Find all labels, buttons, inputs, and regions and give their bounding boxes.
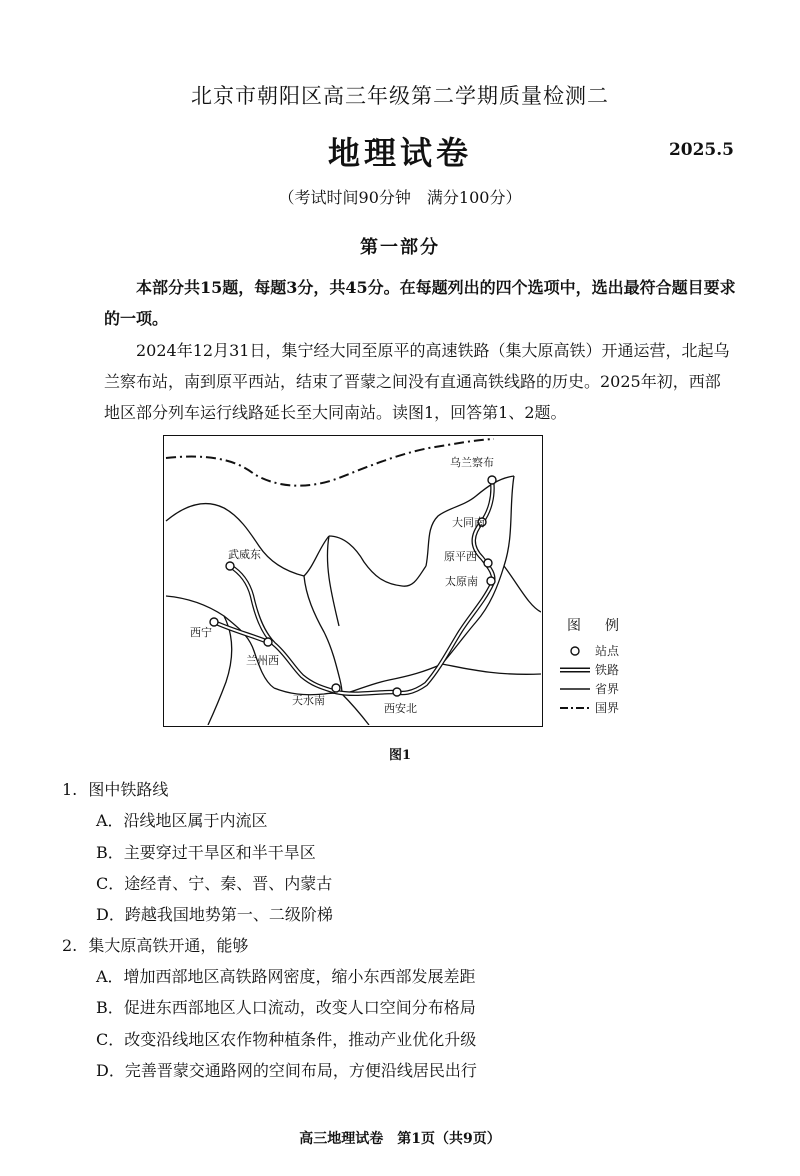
label-taiyuannan: 太原南 [445, 575, 478, 588]
station-lanzhouxi [264, 638, 272, 646]
question-stem: 集大原高铁开通，能够 [88, 936, 249, 955]
map-figure [163, 435, 543, 727]
national-border [166, 439, 494, 486]
question-number: 1. [62, 780, 78, 799]
section-title: 第一部分 [360, 237, 440, 258]
figure-caption: 图1 [388, 748, 412, 763]
province-border-symbol-icon [555, 682, 595, 696]
option-1b[interactable]: B．主要穿过干旱区和半干旱区 [96, 843, 316, 862]
exam-duration: （考试时间90分钟 满分100分） [278, 188, 522, 207]
legend-national-label: 国界 [595, 701, 620, 715]
question-number: 2. [62, 936, 78, 955]
label-lanzhouxi: 兰州西 [246, 654, 279, 667]
question-stem: 图中铁路线 [88, 780, 169, 799]
station-wulanchabu [488, 476, 496, 484]
legend-station-label: 站点 [595, 644, 620, 658]
station-wuweidong [226, 562, 234, 570]
option-1c[interactable]: C．途经青、宁、秦、晋、内蒙古 [96, 874, 333, 893]
legend-railway-label: 铁路 [595, 663, 620, 677]
station-yuanpingxi [484, 559, 492, 567]
option-2a[interactable]: A．增加西部地区高铁路网密度，缩小东西部发展差距 [96, 967, 476, 986]
station-tianshuinan [332, 684, 340, 692]
label-wuweidong: 武威东 [228, 548, 261, 561]
station-symbol-icon [555, 644, 595, 658]
option-2c[interactable]: C．改变沿线地区农作物种植条件，推动产业优化升级 [96, 1030, 477, 1049]
label-tianshuinan: 天水南 [292, 694, 325, 707]
exam-name: 北京市朝阳区高三年级第二学期质量检测二 [191, 84, 609, 108]
label-wulanchabu: 乌兰察布 [450, 456, 494, 469]
map-svg [164, 436, 541, 725]
legend-row-national [555, 698, 645, 717]
label-xianbei: 西安北 [384, 702, 417, 715]
station-xining [210, 618, 218, 626]
station-taiyuannan [487, 577, 495, 585]
railway-symbol-icon [555, 663, 595, 677]
legend-title: 图例 [567, 618, 643, 634]
page-footer: 高三地理试卷 第1页（共9页） [299, 1131, 501, 1147]
label-yuanpingxi: 原平西 [444, 550, 477, 563]
option-1a[interactable]: A．沿线地区属于内流区 [96, 811, 268, 830]
question-1 [62, 777, 168, 800]
legend-row-railway [555, 660, 645, 679]
option-2b[interactable]: B．促进东西部地区人口流动，改变人口空间分布格局 [96, 998, 476, 1017]
legend-province-label: 省界 [595, 682, 620, 696]
map-legend [555, 615, 645, 717]
option-1d[interactable]: D．跨越我国地势第一、二级阶梯 [96, 905, 333, 924]
exam-date: 2025.5 [668, 140, 734, 160]
national-border-symbol-icon [555, 701, 595, 715]
label-datongnan: 大同南 [452, 516, 485, 529]
legend-row-province [555, 679, 645, 698]
label-xining: 西宁 [190, 626, 212, 639]
page-title: 地理试卷 [327, 134, 472, 172]
section-instructions: 本部分共15题，每题3分，共45分。在每题列出的四个选项中，选出最符合题目要求的一项。 [104, 278, 736, 328]
legend-row-station [555, 641, 645, 660]
option-2d[interactable]: D．完善晋蒙交通路网的空间布局，方便沿线居民出行 [96, 1061, 477, 1080]
question-2 [62, 933, 248, 956]
station-xianbei [393, 688, 401, 696]
question-background: 2024年12月31日，集宁经大同至原平的高速铁路（集大原高铁）开通运营，北起乌兰察布站，南到原平西站，结束了晋蒙之间没有直通高铁线路的历史。2025年初，西部地区部分列车运行线路延长至大同南站。读图1，回答第1、2题。 [104, 341, 730, 422]
